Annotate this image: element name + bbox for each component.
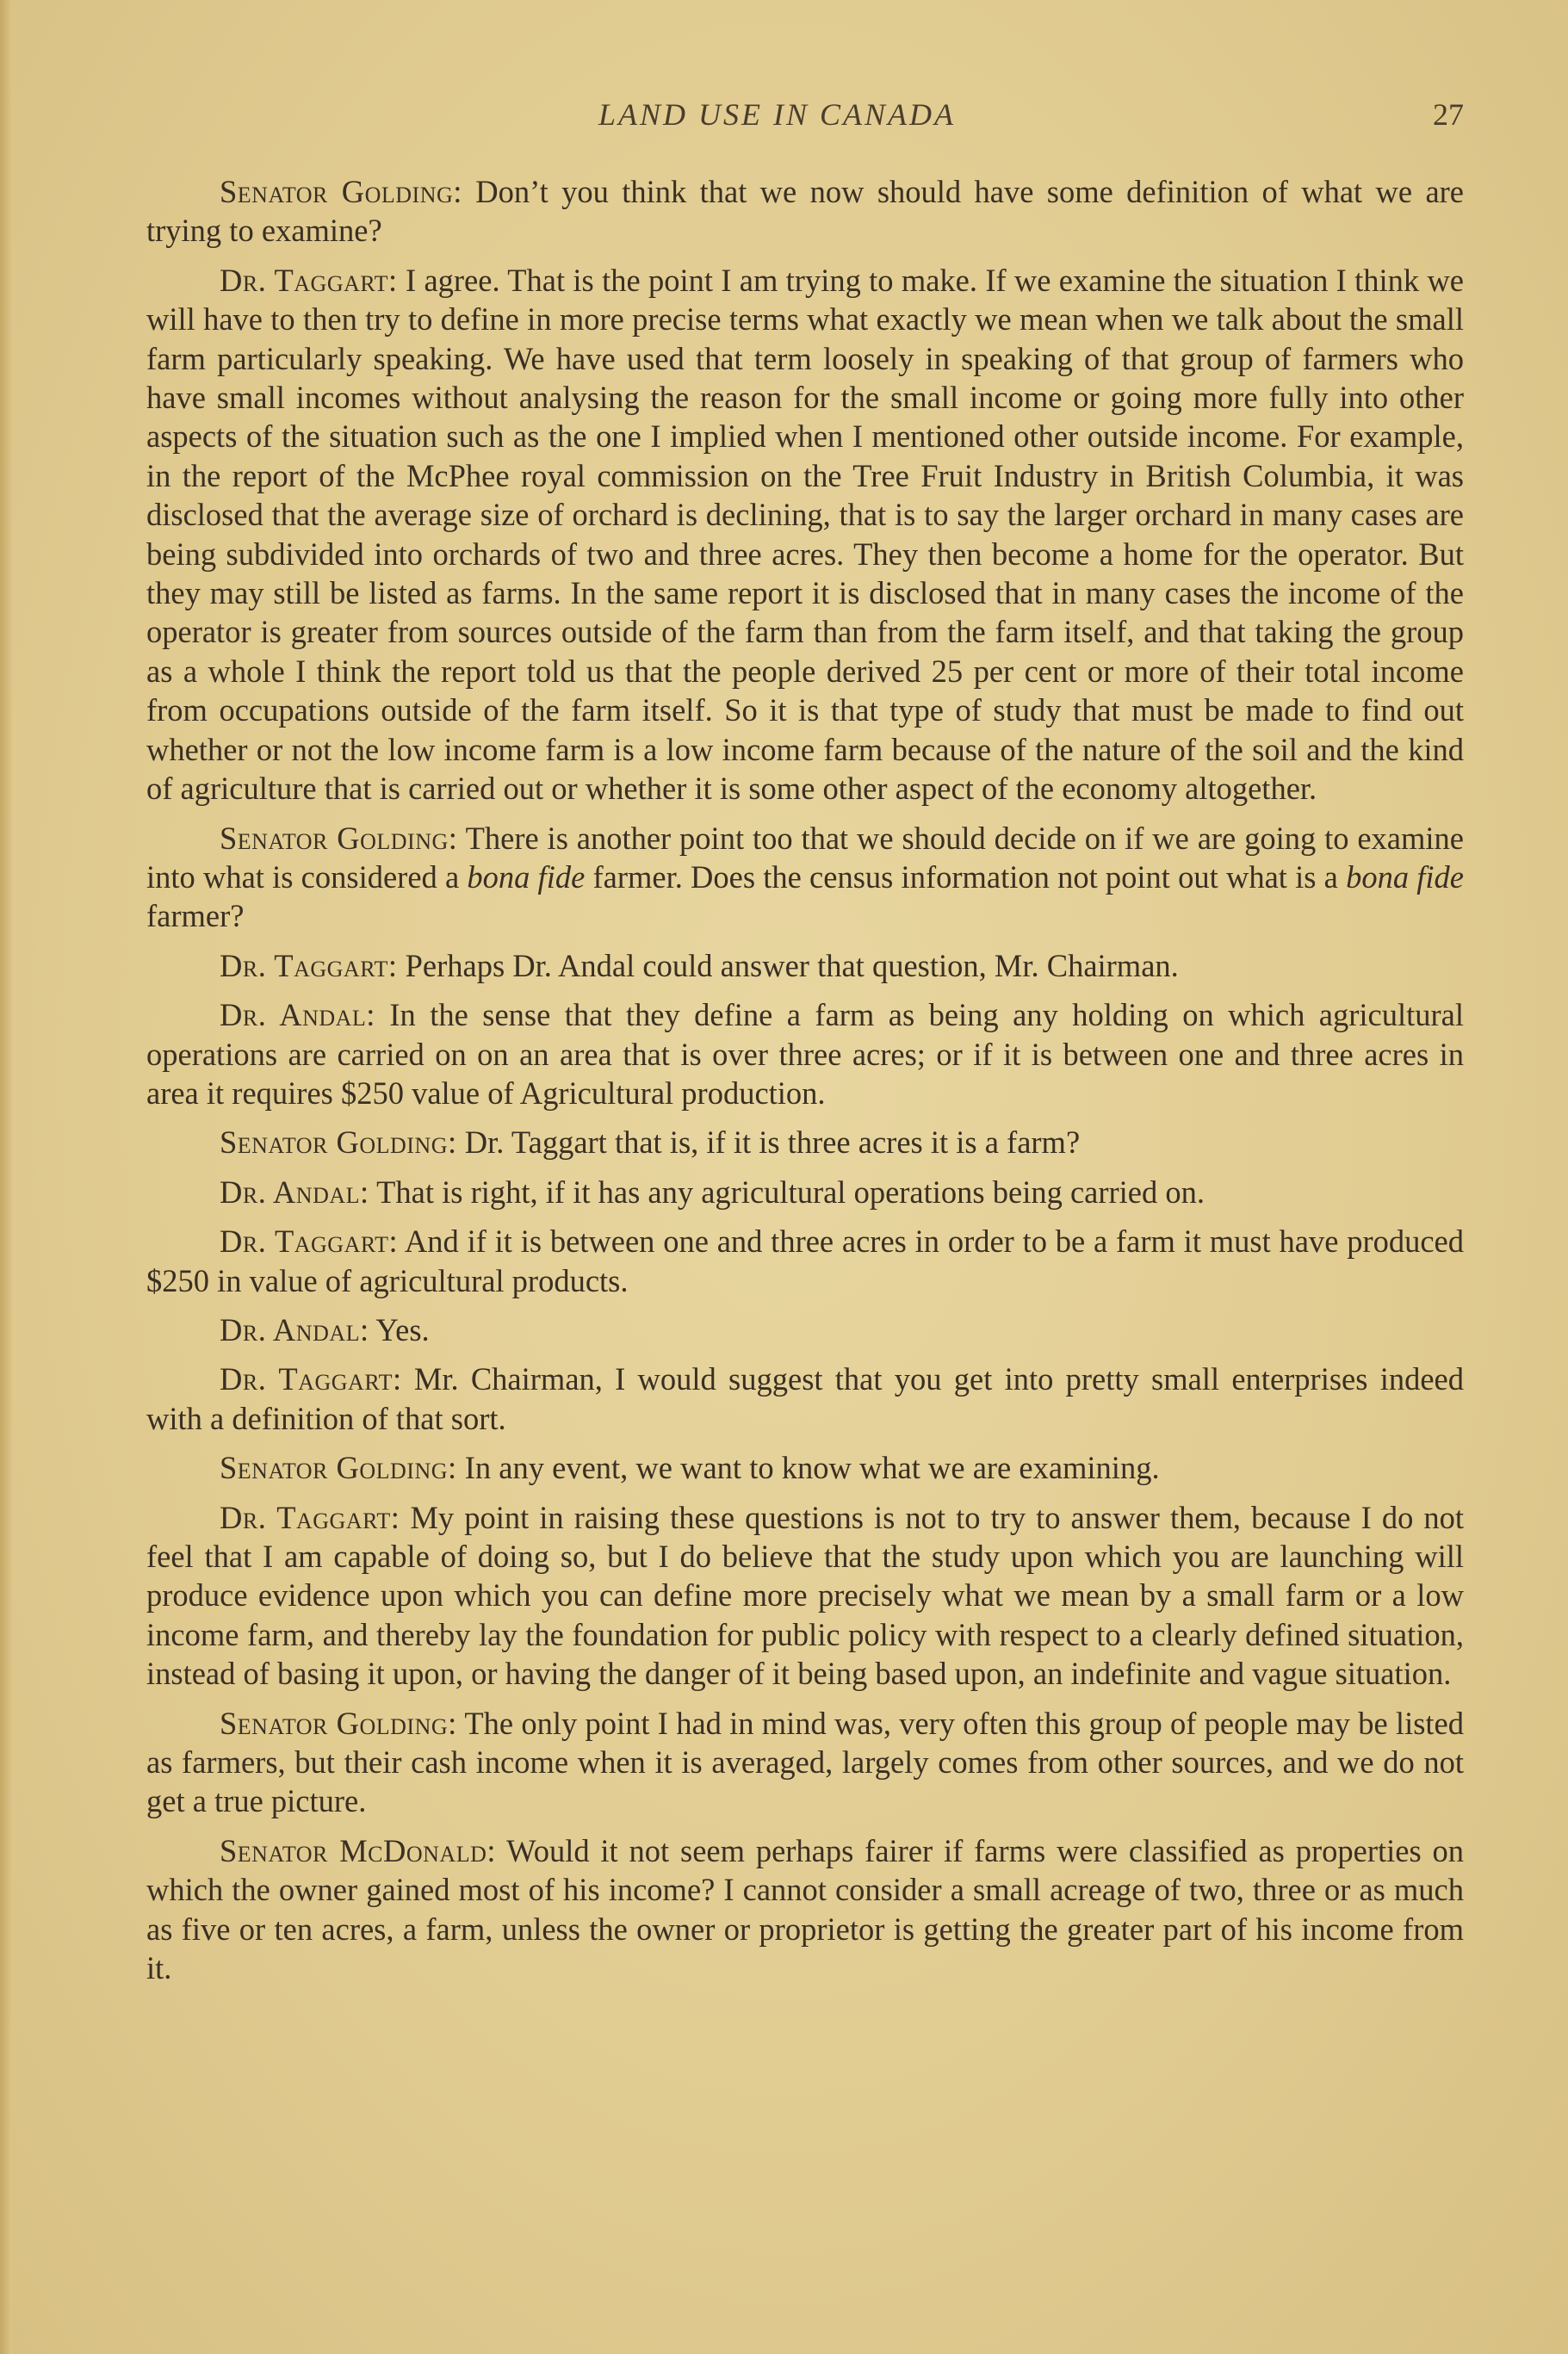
speaker-label: Dr. Andal:	[220, 1311, 369, 1347]
paragraph-1	[146, 172, 1464, 251]
paragraph-text: My point in raising these questions is not to try to answer them, because I do not feel that I am capable of doing so, but I do believe that the study upon which you are launching will produce evidence upon which you can define more precisely what we mean by a small farm or a low income farm, and thereby lay the foundation for public policy with respect to a clearly defined situation, instead of basing it upon, or having the danger of it being based upon, an indefinite and vague situation.	[146, 1499, 1465, 1692]
paragraph-text: The only point I had in mind was, very often this group of people may be listed as farmers, but their cash income when it is averaged, largely comes from other sources, and we do not get a true picture.	[146, 1705, 1465, 1819]
speaker-label: Dr. Taggart:	[220, 262, 398, 298]
paragraph-text: farmer?	[146, 898, 245, 934]
speaker-label: Senator Golding:	[220, 1124, 457, 1161]
speaker-label: Senator Golding:	[220, 1450, 457, 1486]
paragraph-8	[146, 1222, 1464, 1300]
paragraph-text: Don’t you think that we now should have some definition of what we are trying to examine?	[146, 174, 1465, 249]
paragraph-11	[146, 1448, 1464, 1487]
paragraph-9	[146, 1310, 1464, 1349]
italic-term: bona fide	[467, 858, 586, 895]
paragraph-text: farmer. Does the census information not point out what is a	[585, 858, 1347, 895]
transcript-body	[146, 172, 1464, 1998]
paragraph-6	[146, 1123, 1464, 1162]
paragraph-text: Mr. Chairman, I would suggest that you get into pretty small enterprises indeed with a definition of that sort.	[146, 1361, 1464, 1436]
page-header	[138, 96, 1464, 148]
speaker-label: Dr. Taggart:	[220, 947, 398, 983]
paragraph-14	[146, 1831, 1464, 1988]
speaker-label: Senator McDonald:	[220, 1832, 496, 1868]
speaker-label: Dr. Andal:	[220, 997, 375, 1033]
paragraph-5	[146, 995, 1464, 1112]
speaker-label: Senator Golding:	[220, 174, 462, 209]
paragraph-text: That is right, if it has any agricultural operations being carried on.	[369, 1174, 1205, 1210]
speaker-label: Dr. Andal:	[220, 1174, 369, 1210]
page-number: 27	[1433, 97, 1464, 132]
speaker-label: Dr. Taggart:	[220, 1361, 402, 1397]
speaker-label: Senator Golding:	[220, 820, 458, 856]
paragraph-text: There is another point too that we should decide on if we are going to examine into what is considered a	[146, 820, 1464, 895]
paragraph-2	[146, 261, 1464, 808]
running-head: LAND USE IN CANADA	[598, 97, 957, 132]
paragraph-text: In the sense that they define a farm as being any holding on which agricultural operations are carried on on an area that is over three acres; or if it is between one and three acres in area it requires $250 value of Agricultural production.	[146, 997, 1464, 1111]
paragraph-text: In any event, we want to know what we are examining.	[456, 1450, 1160, 1486]
page-edge-shadow	[0, 0, 12, 2354]
paragraph-10	[146, 1360, 1464, 1438]
paragraph-13	[146, 1704, 1464, 1821]
paragraph-text: Dr. Taggart that is, if it is three acres it is a farm?	[456, 1124, 1081, 1161]
paragraph-7	[146, 1173, 1464, 1211]
paragraph-12	[146, 1498, 1464, 1694]
speaker-label: Dr. Taggart:	[220, 1499, 400, 1535]
paragraph-3	[146, 819, 1464, 936]
paragraph-4	[146, 946, 1464, 985]
paragraph-text: Perhaps Dr. Andal could answer that question, Mr. Chairman.	[397, 947, 1179, 983]
paragraph-text: And if it is between one and three acres in order to be a farm it must have produced $250 in value of agricultural products.	[146, 1223, 1464, 1298]
paragraph-text: I agree. That is the point I am trying to make. If we examine the situation I think we will have to then try to define in more precise terms what exactly we mean when we talk about the small farm particularly speaking. We have used that term loosely in speaking of that group of farmers who have small incomes without analysing the reason for the small income or going more fully into other aspects of the situation such as the one I implied when I mentioned other outside income. For example, in the report of the McPhee royal commission on the Tree Fruit Industry in British Columbia, it was disclosed that the average size of orchard is declining, that is to say the larger orchard in many cases are being subdivided into orchards of two and three acres. They then become a home for the operator. But they may still be listed as farms. In the same report it is disclosed that in many cases the income of the operator is greater from sources outside of the farm than from the farm itself, and that taking the group as a whole I think the report told us that the people derived 25 per cent or more of their total income from occupations outside of the farm itself. So it is that type of study that must be made to find out whether or not the low income farm is a low income farm because of the nature of the soil and the kind of agriculture that is carried out or whether it is some other aspect of the economy altogether.	[146, 262, 1465, 807]
speaker-label: Dr. Taggart:	[220, 1223, 399, 1260]
paragraph-text: Yes.	[369, 1311, 430, 1347]
speaker-label: Senator Golding:	[220, 1705, 457, 1741]
paragraph-text: Would it not seem perhaps fairer if farms were classified as properties on which the owner gained most of his income? I cannot consider a small acreage of two, three or as much as five or ten acres, a farm, unless the owner or proprietor is getting the greater part of his income from it.	[146, 1832, 1464, 1986]
italic-term: bona fide	[1346, 858, 1464, 895]
